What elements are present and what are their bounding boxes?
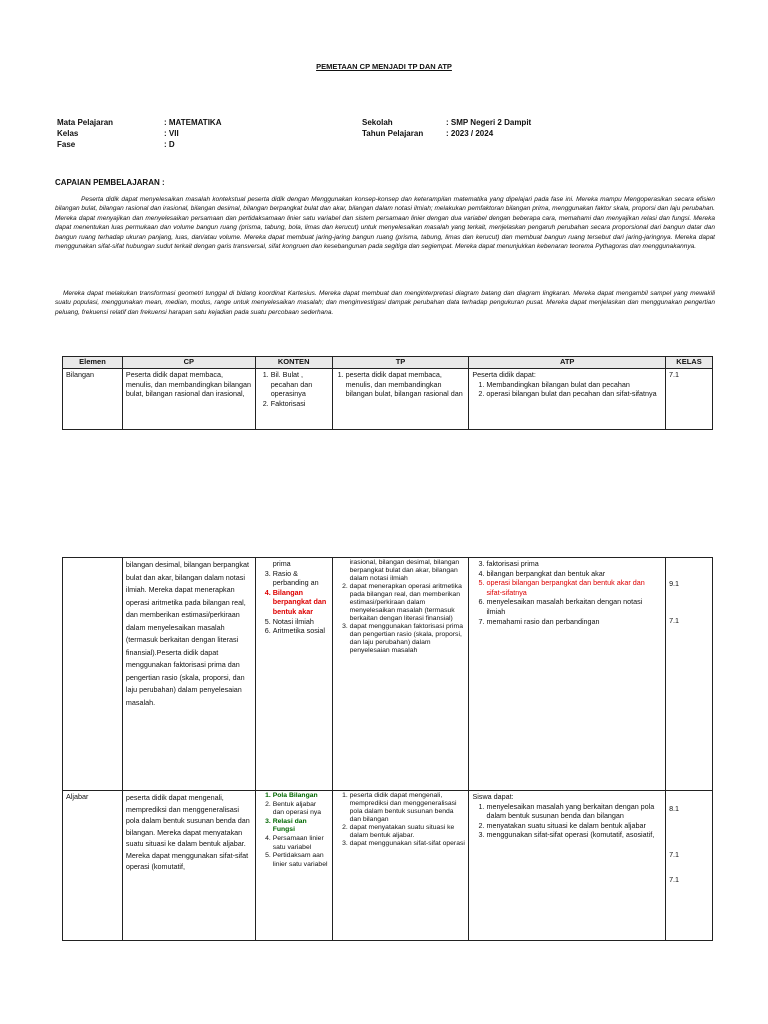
- konten-item: 3. Rasio & perbanding an: [273, 569, 329, 588]
- kelas-value: 7.1: [669, 849, 680, 859]
- cell-cp: peserta didik dapat mengenali, memprediksi dan menggeneralisasi pola dalam bentuk susunan benda dan bilangan. Mereka dapat menyatakan suatu situasi ke dalam bentuk aljabar. Mereka dapat menggunakan sifat-sifat operasi (komutatif,: [122, 791, 255, 941]
- konten-item: 4. Persamaan linier satu variabel: [273, 835, 329, 852]
- konten-item: 1. Bil. Bulat , pecahan dan operasinya: [271, 370, 329, 399]
- mapel-label: Mata Pelajaran: [57, 118, 114, 127]
- atp-item: 2. operasi bilangan bulat dan pecahan dan sifat-sifatnya: [486, 389, 662, 399]
- table-header-row: [63, 357, 713, 369]
- konten-item: 3. Relasi dan Fungsi: [273, 818, 329, 835]
- cell-cp: bilangan desimal, bilangan berpangkat bulat dan akar, bilangan dalam notasi ilmiah. Mereka dapat menerapkan operasi aritmetika pada bilangan real, dan memberikan estimasi/perkiraan dalam menyelesaikan masalah (termasuk berkaitan dengan literasi finansial).Peserta didik dapat menggunakan faktorisasi prima dan pengertian rasio (skala, proporsi, dan laju perubahan) dalam penyelesaian masalah.: [122, 558, 255, 791]
- mapping-table-page1: [62, 356, 713, 430]
- konten-item: 5. Pertidaksam aan linier satu variabel: [273, 852, 329, 869]
- tp-item: 3. dapat menggunakan sifat-sifat operasi: [350, 840, 466, 848]
- cell-tp: [332, 558, 469, 791]
- mapel-value: : MATEMATIKA: [164, 118, 222, 127]
- fase-value: : D: [164, 140, 175, 149]
- cell-tp: [332, 791, 469, 941]
- cp-paragraph-2: Mereka dapat melakukan transformasi geometri tunggal di bidang koordinat Kartesius. Mereka dapat membuat dan menginterpretasi diagram batang dan diagram lingkaran. Mereka dapat mengambil sampel yang mewakili suatu populasi, menggunakan mean, median, modus, range untuk menyelesaikan masalah; dan menginvestigasi dampak perubahan data terhadap pengukuran pusat. Mereka dapat menjelaskan dan menggunakan pengertian peluang, frekuensi relatif dan frekuensi harapan satu kejadian pada suatu percobaan sederhana.: [55, 290, 715, 316]
- kelas-value: 7.1: [669, 615, 680, 625]
- cell-konten: [255, 791, 332, 941]
- atp-intro: Siswa dapat:: [472, 792, 514, 801]
- meta-right: [362, 118, 531, 140]
- tahun-label: Tahun Pelajaran: [362, 129, 424, 138]
- kelas-value: 8.1: [669, 804, 680, 813]
- cell-konten: [255, 558, 332, 791]
- header-tp: TP: [332, 357, 469, 369]
- atp-item: 6. menyelesaikan masalah berkaitan dengan notasi ilmiah: [486, 597, 662, 616]
- table-row: [63, 558, 713, 791]
- cell-elemen: Bilangan: [63, 369, 123, 430]
- cell-kelas: 7.1: [666, 369, 713, 430]
- cell-elemen: Aljabar: [63, 791, 123, 941]
- kelas-value: 9.1: [669, 579, 680, 588]
- cell-tp: [332, 369, 469, 430]
- atp-item: 7. memahami rasio dan perbandingan: [486, 617, 662, 627]
- cell-atp: [469, 369, 666, 430]
- meta-left: [57, 118, 221, 151]
- atp-item: 1. Membandingkan bilangan bulat dan pecahan: [486, 380, 662, 390]
- page-title: PEMETAAN CP MENJADI TP DAN ATP: [316, 62, 452, 71]
- table-row: [63, 369, 713, 430]
- atp-item: 4. bilangan berpangkat dan bentuk akar: [486, 569, 662, 579]
- konten-item: prima: [272, 559, 291, 568]
- atp-item: 3. menggunakan sifat-sifat operasi (komutatif, asosiatif,: [486, 830, 662, 840]
- atp-item: 3. faktorisasi prima: [486, 559, 662, 569]
- konten-item: 2. Faktorisasi: [271, 399, 329, 409]
- cell-cp: Peserta didik dapat membaca, menulis, dan membandingkan bilangan bulat, bilangan rasional dan irasional,: [122, 369, 255, 430]
- cell-atp: [469, 558, 666, 791]
- konten-item: 1. Pola Bilangan: [273, 792, 329, 801]
- konten-item: 6. Aritmetika sosial: [273, 626, 329, 636]
- header-elemen: Elemen: [63, 357, 123, 369]
- table-row: [63, 791, 713, 941]
- header-konten: KONTEN: [255, 357, 332, 369]
- kelas-value: : VII: [164, 129, 179, 138]
- tp-item: irasional, bilangan desimal, bilangan berpangkat bulat dan akar, bilangan dalam notasi ilmiah: [349, 559, 460, 582]
- atp-item: 1. menyelesaikan masalah yang berkaitan dengan pola dalam bentuk susunan benda dan bilangan: [486, 802, 662, 821]
- kelas-label: Kelas: [57, 129, 79, 138]
- tp-item: 1. peserta didik dapat membaca, menulis, dan membandingkan bilangan bulat, bilangan rasional dan: [346, 370, 466, 399]
- konten-item: 2. Bentuk aljabar dan operasi nya: [273, 801, 329, 818]
- cell-atp: [469, 791, 666, 941]
- header-atp: ATP: [469, 357, 666, 369]
- konten-item: 5. Notasi ilmiah: [273, 617, 329, 627]
- cp-paragraph-1: Peserta didik dapat menyelesaikan masalah kontekstual peserta didik dengan Menggunakan konsep-konsep dan keterampilan matematika yang dipelajari pada fase ini. Mereka mampu Mengoperasikan secara efisien bilangan bulat, bilangan rasional dan irasional, bilangan desimal, bilangan berpangkat bulat dan akar, bilangan dalam notasi ilmiah; melakukan pemfaktoran bilangan prima, menggunakan faktor skala, proporsi dan laju perubahan. Mereka dapat menyajikan dan menyelesaikan persamaan dan pertidaksamaan linier satu variabel dan sistem persamaan linier dengan dua variabel dengan beberapa cara, memahami dan menyajikan relasi dan fungsi. Mereka dapat menentukan luas permukaan dan volume bangun ruang (prisma, tabung, bola, limas dan kerucut) untuk menyelesaikan masalah yang terkait, menjelaskan pengaruh perubahan secara proporsional dari bangun datar dan bangun ruang terhadap ukuran panjang, luas, dan/atau volume. Mereka dapat membuat jaring-jaring bangun ruang (prisma, tabung, limas dan kerucut) dan membuat bangun ruang tersebut dari jaring-jaringnya. Mereka dapat menggunakan sifat-sifat hubungan sudut terkait dengan garis transversal, sifat kongruen dan kesebangunan pada segitiga dan segiempat. Mereka dapat menunjukkan kebenaran teorema Pythagoras dan menggunakannya.: [55, 196, 715, 251]
- header-cp: CP: [122, 357, 255, 369]
- atp-intro: Peserta didik dapat:: [472, 370, 536, 379]
- atp-item: 2. menyatakan suatu situasi ke dalam bentuk aljabar: [486, 821, 662, 831]
- cell-konten: [255, 369, 332, 430]
- tp-item: 3. dapat menggunakan faktorisasi prima dan pengertian rasio (skala, proporsi, dan laju perubahan) dalam penyelesaian masalah: [350, 623, 466, 655]
- fase-label: Fase: [57, 140, 76, 149]
- cell-kelas: [666, 558, 713, 791]
- atp-item: 5. operasi bilangan berpangkat dan bentuk akar dan sifat-sifatnya: [486, 578, 662, 597]
- tp-item: 1. peserta didik dapat mengenali, memprediksi dan menggeneralisasi pola dalam bentuk susunan benda dan bilangan: [350, 792, 466, 824]
- tahun-value: : 2023 / 2024: [446, 129, 494, 138]
- mapping-table-page2: [62, 557, 713, 941]
- sekolah-label: Sekolah: [362, 118, 393, 127]
- cell-kelas: [666, 791, 713, 941]
- kelas-value: 7.1: [669, 875, 680, 885]
- tp-item: 2. dapat menyatakan suatu situasi ke dalam bentuk aljabar.: [350, 824, 466, 840]
- tp-item: 2. dapat menerapkan operasi aritmetika pada bilangan real, dan memberikan estimasi/perkiraan dalam menyelesaikan masalah (termasuk berkaitan dengan literasi finansial): [350, 583, 466, 623]
- sekolah-value: : SMP Negeri 2 Dampit: [446, 118, 532, 127]
- konten-item: 4. Bilangan berpangkat dan bentuk akar: [273, 588, 329, 617]
- header-kelas: KELAS: [666, 357, 713, 369]
- cp-heading: CAPAIAN PEMBELAJARAN :: [55, 178, 165, 187]
- cell-elemen: [63, 558, 123, 791]
